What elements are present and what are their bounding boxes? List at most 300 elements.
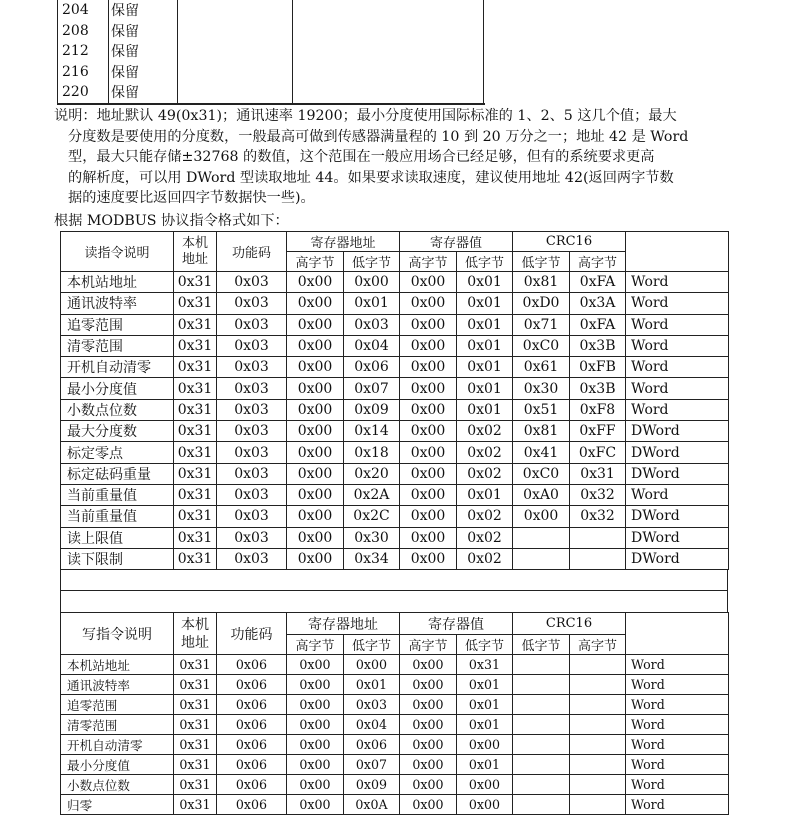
register-address-cell: 208 — [58, 21, 109, 42]
function-code-cell: 0x03 — [217, 357, 287, 378]
register-address-low-cell: 0x01 — [344, 293, 400, 314]
register-address-high-cell: 0x00 — [287, 715, 344, 735]
command-name-cell: 本机站地址 — [61, 655, 174, 675]
register-address-high-cell: 0x00 — [287, 506, 344, 527]
crc-high-cell — [570, 755, 626, 775]
station-address-cell: 0x31 — [174, 795, 217, 815]
data-type-cell: DWord — [626, 506, 729, 527]
register-address-high-cell: 0x00 — [287, 399, 344, 420]
register-value-high-cell: 0x00 — [400, 548, 457, 569]
write-desc-header: 写指令说明 — [61, 613, 174, 655]
crc-low-cell: 0x81 — [513, 421, 570, 442]
register-address-high-cell: 0x00 — [287, 272, 344, 293]
command-name-cell: 最小分度值 — [61, 755, 174, 775]
register-address-high-cell: 0x00 — [287, 335, 344, 356]
register-value-high-cell: 0x00 — [400, 484, 457, 505]
station-address-cell: 0x31 — [174, 335, 217, 356]
register-address-header: 寄存器地址 — [287, 613, 400, 635]
function-code-cell: 0x03 — [217, 399, 287, 420]
register-value-header: 寄存器值 — [400, 232, 513, 252]
crc-high-cell: 0x32 — [570, 484, 626, 505]
command-name-cell: 归零 — [61, 795, 174, 815]
crc-high-cell — [570, 527, 626, 548]
empty-cell — [178, 62, 293, 83]
register-address-header: 寄存器地址 — [287, 232, 400, 252]
crc-high-cell: 0xFF — [570, 421, 626, 442]
function-code-header: 功能码 — [217, 232, 287, 272]
high-byte-header: 高字节 — [400, 635, 457, 655]
register-value-low-cell: 0x02 — [457, 463, 513, 484]
command-name-cell: 清零范围 — [61, 335, 174, 356]
data-type-cell: Word — [626, 755, 729, 775]
register-address-low-cell: 0x06 — [344, 735, 400, 755]
crc-high-cell: 0x3B — [570, 378, 626, 399]
data-type-cell: DWord — [626, 548, 729, 569]
register-address-low-cell: 0x04 — [344, 715, 400, 735]
low-byte-header: 低字节 — [513, 252, 570, 272]
command-name-cell: 小数点位数 — [61, 775, 174, 795]
low-byte-header: 低字节 — [457, 252, 513, 272]
register-address-low-cell: 0x2A — [344, 484, 400, 505]
register-desc-cell: 保留 — [109, 21, 178, 42]
register-address-high-cell: 0x00 — [287, 357, 344, 378]
function-code-cell: 0x03 — [217, 335, 287, 356]
register-address-low-cell: 0x18 — [344, 442, 400, 463]
station-address-cell: 0x31 — [174, 695, 217, 715]
register-address-low-cell: 0x30 — [344, 527, 400, 548]
station-address-header: 本机 地址 — [174, 232, 217, 272]
station-address-cell: 0x31 — [174, 463, 217, 484]
modbus-caption: 根据 MODBUS 协议指令格式如下： — [54, 213, 289, 229]
register-address-high-cell: 0x00 — [287, 463, 344, 484]
crc16-header: CRC16 — [513, 613, 626, 635]
register-value-low-cell: 0x01 — [457, 335, 513, 356]
register-value-low-cell: 0x31 — [457, 655, 513, 675]
function-code-cell: 0x06 — [217, 795, 287, 815]
register-desc-cell: 保留 — [109, 41, 178, 62]
function-code-cell: 0x03 — [217, 314, 287, 335]
data-type-cell: DWord — [626, 527, 729, 548]
crc-high-cell: 0xFC — [570, 442, 626, 463]
table-row — [61, 314, 729, 335]
function-code-cell: 0x03 — [217, 442, 287, 463]
crc-high-cell: 0xFA — [570, 272, 626, 293]
register-address-high-cell: 0x00 — [287, 775, 344, 795]
table-row — [61, 775, 729, 795]
register-value-high-cell: 0x00 — [400, 442, 457, 463]
table-row — [61, 527, 729, 548]
register-value-high-cell: 0x00 — [400, 755, 457, 775]
register-address-low-cell: 0x2C — [344, 506, 400, 527]
note-line: 的解析度，可以用 DWord 型读取地址 44。如果要求读取速度，建议使用地址 42(返回两字节数 — [68, 169, 674, 186]
data-type-cell: Word — [626, 357, 729, 378]
function-code-cell: 0x03 — [217, 293, 287, 314]
register-value-low-cell: 0x02 — [457, 442, 513, 463]
register-value-low-cell: 0x02 — [457, 506, 513, 527]
table-row — [61, 378, 729, 399]
station-address-cell: 0x31 — [174, 272, 217, 293]
empty-cell — [293, 62, 484, 83]
data-type-cell: Word — [626, 655, 729, 675]
crc-low-cell: 0x41 — [513, 442, 570, 463]
table-row — [61, 335, 729, 356]
register-value-low-cell: 0x02 — [457, 548, 513, 569]
register-address-low-cell: 0x07 — [344, 755, 400, 775]
command-name-cell: 通讯波特率 — [61, 293, 174, 314]
station-address-cell: 0x31 — [174, 527, 217, 548]
register-address-cell: 220 — [58, 82, 109, 103]
register-desc-cell: 保留 — [109, 62, 178, 83]
note-line: 分度数是要使用的分度数，一般最高可做到传感器满量程的 10 到 20 万分之一；地址 42 是 Word — [68, 128, 689, 145]
station-address-cell: 0x31 — [174, 775, 217, 795]
crc-low-cell — [513, 527, 570, 548]
register-address-high-cell: 0x00 — [287, 695, 344, 715]
data-type-cell: Word — [626, 484, 729, 505]
crc-high-cell — [570, 548, 626, 569]
table-row — [61, 421, 729, 442]
table-row — [61, 695, 729, 715]
table-row — [61, 399, 729, 420]
crc-low-cell — [513, 695, 570, 715]
station-address-cell: 0x31 — [174, 715, 217, 735]
crc-low-cell: 0xC0 — [513, 463, 570, 484]
register-value-low-cell: 0x01 — [457, 755, 513, 775]
crc16-header: CRC16 — [513, 232, 626, 252]
register-address-low-cell: 0x20 — [344, 463, 400, 484]
function-code-cell: 0x03 — [217, 527, 287, 548]
command-name-cell: 当前重量值 — [61, 506, 174, 527]
data-type-cell: Word — [626, 378, 729, 399]
register-address-low-cell: 0x09 — [344, 399, 400, 420]
station-address-cell: 0x31 — [174, 314, 217, 335]
table-row — [61, 548, 729, 569]
crc-low-cell — [513, 675, 570, 695]
high-byte-header: 高字节 — [570, 252, 626, 272]
register-address-high-cell: 0x00 — [287, 548, 344, 569]
data-type-cell: Word — [626, 735, 729, 755]
register-value-high-cell: 0x00 — [400, 655, 457, 675]
table-row — [61, 715, 729, 735]
command-name-cell: 通讯波特率 — [61, 675, 174, 695]
register-value-high-cell: 0x00 — [400, 293, 457, 314]
register-address-high-cell: 0x00 — [287, 755, 344, 775]
crc-low-cell: 0xD0 — [513, 293, 570, 314]
register-value-low-cell: 0x01 — [457, 378, 513, 399]
station-address-cell: 0x31 — [174, 675, 217, 695]
command-name-cell: 追零范围 — [61, 314, 174, 335]
high-byte-header: 高字节 — [400, 252, 457, 272]
data-type-cell: Word — [626, 715, 729, 735]
register-value-high-cell: 0x00 — [400, 715, 457, 735]
command-name-cell: 标定砝码重量 — [61, 463, 174, 484]
high-byte-header: 高字节 — [570, 635, 626, 655]
command-name-cell: 开机自动清零 — [61, 357, 174, 378]
command-name-cell: 最大分度数 — [61, 421, 174, 442]
register-value-low-cell: 0x01 — [457, 484, 513, 505]
crc-low-cell: 0x00 — [513, 506, 570, 527]
command-name-cell: 当前重量值 — [61, 484, 174, 505]
data-type-cell: DWord — [626, 463, 729, 484]
data-type-cell: Word — [626, 695, 729, 715]
register-value-high-cell: 0x00 — [400, 378, 457, 399]
type-header — [626, 232, 729, 272]
crc-high-cell: 0x31 — [570, 463, 626, 484]
empty-cell — [293, 82, 484, 103]
empty-cell — [178, 82, 293, 103]
crc-high-cell — [570, 675, 626, 695]
function-code-cell: 0x06 — [217, 755, 287, 775]
register-value-high-cell: 0x00 — [400, 421, 457, 442]
register-value-low-cell: 0x00 — [457, 775, 513, 795]
register-address-low-cell: 0x14 — [344, 421, 400, 442]
low-byte-header: 低字节 — [457, 635, 513, 655]
function-code-cell: 0x03 — [217, 421, 287, 442]
explanation-note — [54, 106, 724, 209]
register-value-low-cell: 0x01 — [457, 695, 513, 715]
crc-low-cell — [513, 655, 570, 675]
register-address-high-cell: 0x00 — [287, 735, 344, 755]
crc-high-cell: 0x3A — [570, 293, 626, 314]
function-code-cell: 0x03 — [217, 378, 287, 399]
table-row — [61, 357, 729, 378]
crc-high-cell — [570, 735, 626, 755]
note-line: 说明：地址默认 49(0x31)；通讯速率 19200；最小分度使用国际标准的 1、2、5 这几个值；最大 — [54, 108, 677, 124]
write-command-table — [60, 612, 729, 815]
crc-high-cell: 0x3B — [570, 335, 626, 356]
table-row — [61, 795, 729, 815]
register-address-low-cell: 0x04 — [344, 335, 400, 356]
table-row — [61, 735, 729, 755]
crc-low-cell: 0xA0 — [513, 484, 570, 505]
register-address-high-cell: 0x00 — [287, 527, 344, 548]
read-desc-header: 读指令说明 — [61, 232, 174, 272]
function-code-cell: 0x03 — [217, 272, 287, 293]
function-code-cell: 0x06 — [217, 675, 287, 695]
register-address-high-cell: 0x00 — [287, 378, 344, 399]
station-address-cell: 0x31 — [174, 442, 217, 463]
crc-high-cell — [570, 695, 626, 715]
data-type-cell: Word — [626, 335, 729, 356]
note-line: 型，最大只能存储±32768 的数值，这个范围在一般应用场合已经足够，但有的系统要求更高 — [68, 149, 655, 166]
register-value-high-cell: 0x00 — [400, 695, 457, 715]
function-code-cell: 0x03 — [217, 548, 287, 569]
function-code-cell: 0x03 — [217, 506, 287, 527]
register-address-high-cell: 0x00 — [287, 314, 344, 335]
register-value-high-cell: 0x00 — [400, 335, 457, 356]
register-address-low-cell: 0x34 — [344, 548, 400, 569]
station-address-cell: 0x31 — [174, 421, 217, 442]
crc-high-cell — [570, 775, 626, 795]
register-value-high-cell: 0x00 — [400, 795, 457, 815]
station-address-cell: 0x31 — [174, 548, 217, 569]
register-desc-cell: 保留 — [109, 82, 178, 103]
register-address-high-cell: 0x00 — [287, 442, 344, 463]
command-name-cell: 清零范围 — [61, 715, 174, 735]
table-row — [61, 675, 729, 695]
register-value-high-cell: 0x00 — [400, 675, 457, 695]
register-value-high-cell: 0x00 — [400, 506, 457, 527]
register-value-low-cell: 0x01 — [457, 293, 513, 314]
crc-high-cell — [570, 715, 626, 735]
data-type-cell: Word — [626, 675, 729, 695]
register-value-low-cell: 0x02 — [457, 527, 513, 548]
function-code-cell: 0x06 — [217, 655, 287, 675]
station-address-cell: 0x31 — [174, 378, 217, 399]
reserved-row — [58, 21, 484, 42]
crc-low-cell: 0x30 — [513, 378, 570, 399]
register-address-low-cell: 0x03 — [344, 695, 400, 715]
crc-high-cell: 0xF8 — [570, 399, 626, 420]
station-address-header: 本机 地址 — [174, 613, 217, 655]
data-type-cell: Word — [626, 314, 729, 335]
crc-low-cell — [513, 715, 570, 735]
station-address-cell: 0x31 — [174, 655, 217, 675]
register-address-low-cell: 0x06 — [344, 357, 400, 378]
crc-low-cell: 0x51 — [513, 399, 570, 420]
station-address-cell: 0x31 — [174, 506, 217, 527]
gap-divider — [60, 590, 727, 591]
type-header — [626, 613, 729, 655]
function-code-cell: 0x06 — [217, 735, 287, 755]
register-address-high-cell: 0x00 — [287, 484, 344, 505]
note-line: 据的速度要比返回四字节数据快一些)。 — [68, 190, 315, 207]
table-row — [61, 484, 729, 505]
station-address-cell: 0x31 — [174, 755, 217, 775]
register-address-low-cell: 0x07 — [344, 378, 400, 399]
empty-cell — [293, 21, 484, 42]
command-name-cell: 标定零点 — [61, 442, 174, 463]
register-address-high-cell: 0x00 — [287, 421, 344, 442]
empty-cell — [178, 21, 293, 42]
register-value-high-cell: 0x00 — [400, 775, 457, 795]
register-value-low-cell: 0x01 — [457, 272, 513, 293]
station-address-cell: 0x31 — [174, 399, 217, 420]
register-value-high-cell: 0x00 — [400, 399, 457, 420]
register-value-low-cell: 0x00 — [457, 735, 513, 755]
register-address-low-cell: 0x0A — [344, 795, 400, 815]
function-code-cell: 0x03 — [217, 463, 287, 484]
register-address-high-cell: 0x00 — [287, 675, 344, 695]
register-value-high-cell: 0x00 — [400, 357, 457, 378]
station-address-cell: 0x31 — [174, 735, 217, 755]
empty-cell — [178, 0, 293, 21]
register-address-cell: 216 — [58, 62, 109, 83]
table-row — [61, 655, 729, 675]
empty-cell — [293, 0, 484, 21]
function-code-cell: 0x03 — [217, 484, 287, 505]
crc-low-cell: 0x81 — [513, 272, 570, 293]
table-row — [61, 506, 729, 527]
station-address-cell: 0x31 — [174, 357, 217, 378]
register-desc-cell: 保留 — [109, 0, 178, 21]
function-code-cell: 0x06 — [217, 775, 287, 795]
register-address-high-cell: 0x00 — [287, 655, 344, 675]
crc-low-cell — [513, 735, 570, 755]
low-byte-header: 低字节 — [344, 635, 400, 655]
data-type-cell: DWord — [626, 442, 729, 463]
crc-low-cell — [513, 775, 570, 795]
register-value-high-cell: 0x00 — [400, 463, 457, 484]
read-command-table — [60, 231, 729, 570]
data-type-cell: Word — [626, 775, 729, 795]
register-address-high-cell: 0x00 — [287, 293, 344, 314]
register-value-high-cell: 0x00 — [400, 272, 457, 293]
command-name-cell: 小数点位数 — [61, 399, 174, 420]
low-byte-header: 低字节 — [513, 635, 570, 655]
crc-high-cell: 0xFB — [570, 357, 626, 378]
high-byte-header: 高字节 — [287, 252, 344, 272]
table-row — [61, 293, 729, 314]
register-value-low-cell: 0x00 — [457, 795, 513, 815]
reserved-address-table — [57, 0, 484, 103]
empty-cell — [178, 41, 293, 62]
crc-low-cell — [513, 755, 570, 775]
function-code-cell: 0x06 — [217, 695, 287, 715]
station-address-cell: 0x31 — [174, 484, 217, 505]
register-address-low-cell: 0x03 — [344, 314, 400, 335]
register-value-low-cell: 0x01 — [457, 314, 513, 335]
reserved-row — [58, 62, 484, 83]
empty-cell — [293, 41, 484, 62]
register-value-low-cell: 0x01 — [457, 357, 513, 378]
function-code-cell: 0x06 — [217, 715, 287, 735]
register-address-low-cell: 0x09 — [344, 775, 400, 795]
data-type-cell: Word — [626, 795, 729, 815]
crc-low-cell — [513, 795, 570, 815]
table-row — [61, 272, 729, 293]
crc-high-cell — [570, 795, 626, 815]
command-name-cell: 本机站地址 — [61, 272, 174, 293]
table-row — [61, 755, 729, 775]
crc-low-cell: 0xC0 — [513, 335, 570, 356]
crc-low-cell — [513, 548, 570, 569]
data-type-cell: DWord — [626, 421, 729, 442]
table-row — [61, 442, 729, 463]
register-address-high-cell: 0x00 — [287, 795, 344, 815]
crc-low-cell: 0x71 — [513, 314, 570, 335]
high-byte-header: 高字节 — [287, 635, 344, 655]
table-row — [61, 463, 729, 484]
crc-high-cell — [570, 655, 626, 675]
reserved-table-bottom-border — [57, 103, 485, 105]
command-name-cell: 最小分度值 — [61, 378, 174, 399]
command-name-cell: 读下限制 — [61, 548, 174, 569]
register-value-low-cell: 0x01 — [457, 715, 513, 735]
register-value-high-cell: 0x00 — [400, 735, 457, 755]
command-name-cell: 追零范围 — [61, 695, 174, 715]
low-byte-header: 低字节 — [344, 252, 400, 272]
register-address-cell: 204 — [58, 0, 109, 21]
crc-low-cell: 0x61 — [513, 357, 570, 378]
register-address-cell: 212 — [58, 41, 109, 62]
command-name-cell: 读上限值 — [61, 527, 174, 548]
reserved-row — [58, 41, 484, 62]
data-type-cell: Word — [626, 399, 729, 420]
register-value-low-cell: 0x02 — [457, 421, 513, 442]
command-name-cell: 开机自动清零 — [61, 735, 174, 755]
station-address-cell: 0x31 — [174, 293, 217, 314]
data-type-cell: Word — [626, 293, 729, 314]
reserved-row — [58, 82, 484, 103]
register-address-low-cell: 0x00 — [344, 272, 400, 293]
reserved-row — [58, 0, 484, 21]
function-code-header: 功能码 — [217, 613, 287, 655]
register-address-low-cell: 0x01 — [344, 675, 400, 695]
crc-high-cell: 0xFA — [570, 314, 626, 335]
register-value-low-cell: 0x01 — [457, 399, 513, 420]
register-address-low-cell: 0x00 — [344, 655, 400, 675]
register-value-high-cell: 0x00 — [400, 527, 457, 548]
